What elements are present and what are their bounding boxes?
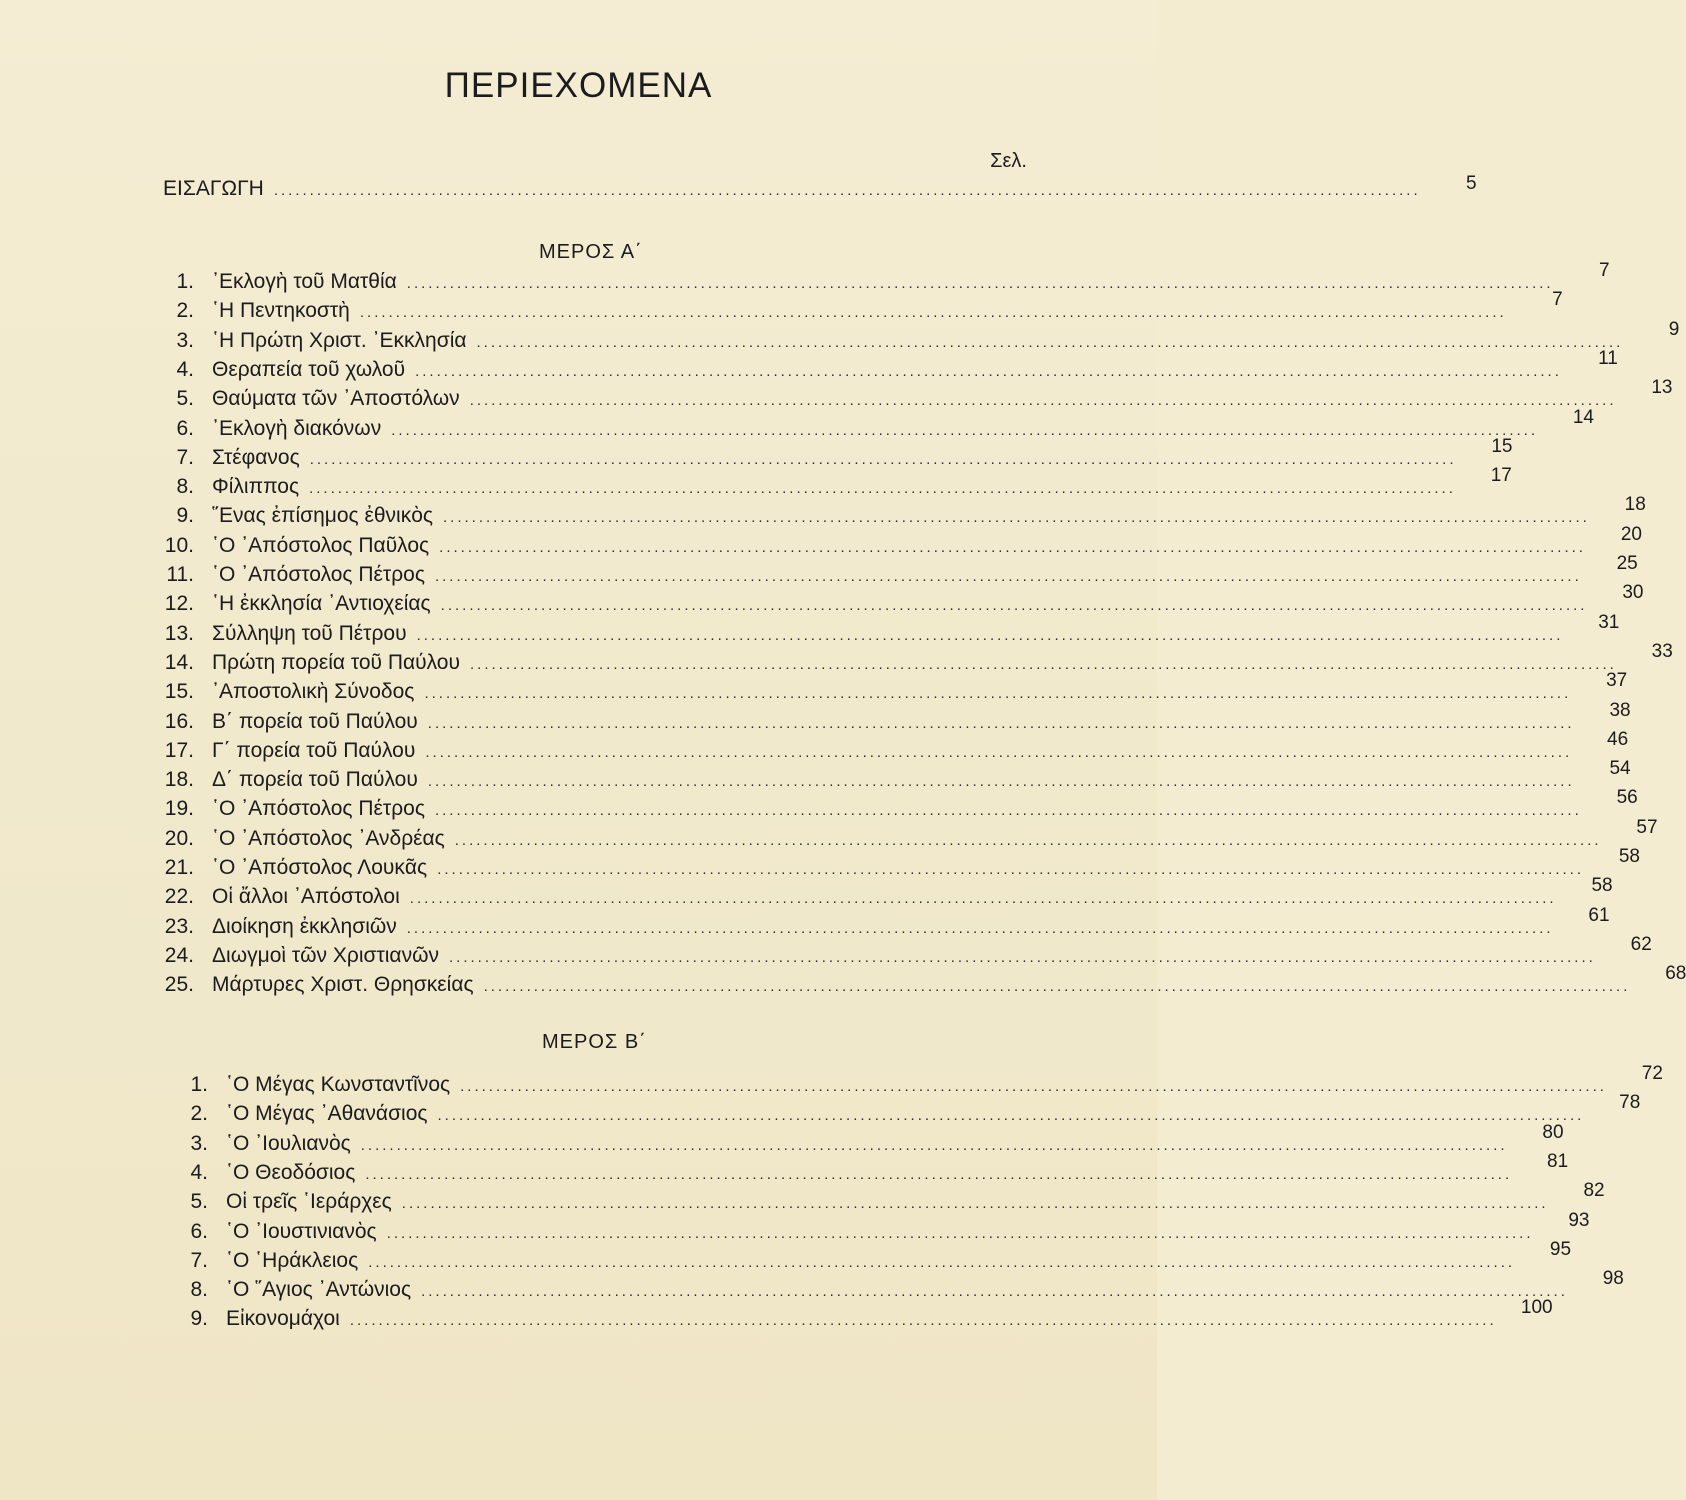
toc-entry: [148, 611, 1620, 651]
leader-dots: ................................................................................................................................................................: [454, 831, 1602, 849]
entry-page-number: 58: [1591, 875, 1613, 897]
entry-number: 3.: [190, 1131, 208, 1155]
entry-title: Θαύματα τῶν ᾿Αποστόλων: [212, 387, 460, 411]
entry-number: 2.: [176, 299, 194, 323]
entry-number: 5.: [176, 387, 194, 411]
leader-dots: ................................................................................................................................................................: [427, 714, 1575, 732]
entry-page-number: 33: [1651, 640, 1673, 662]
entry-title: ῾Ο ᾿Απόστολος Πέτρος: [212, 797, 425, 821]
entry-page-number: 80: [1542, 1121, 1564, 1143]
leader-dots: ................................................................................................................................................................: [309, 480, 1456, 498]
entry-number: 9.: [176, 504, 194, 528]
leader-dots: ................................................................................................................................................................: [437, 861, 1584, 878]
entry-title: Πρώτη πορεία τοῦ Παύλου: [212, 650, 460, 674]
intro-entry: [163, 173, 1477, 206]
entry-page-number: 72: [1641, 1063, 1663, 1084]
entry-title: Διωγμοὶ τῶν Χριστιανῶν: [212, 943, 439, 967]
entry-page-number: 78: [1619, 1092, 1641, 1114]
entry-number: 22.: [164, 885, 194, 909]
entry-title: Σύλληψη τοῦ Πέτρου: [212, 621, 407, 645]
toc-entry: [148, 435, 1513, 475]
toc-entry: [148, 875, 1613, 914]
entry-page-number: 46: [1607, 728, 1629, 750]
toc-entry: [162, 1268, 1624, 1307]
entry-number: 23.: [164, 914, 194, 938]
toc-entry: [148, 933, 1652, 973]
entry-number: 13.: [164, 621, 194, 645]
toc-entry: [148, 670, 1628, 709]
entry-page-number: 58: [1618, 846, 1640, 867]
toc-entry: [148, 787, 1638, 826]
entry-title: Δ΄ πορεία τοῦ Παύλου: [212, 768, 418, 792]
entry-page-number: 14: [1572, 406, 1594, 428]
toc-entry: [148, 523, 1642, 563]
entry-page-number: 98: [1602, 1268, 1624, 1290]
entry-number: 7.: [190, 1248, 208, 1272]
intro-page: 5: [1466, 173, 1477, 194]
leader-dots: ................................................................................................................................................................: [273, 182, 1421, 199]
entry-title: ᾿Αποστολικὴ Σύνοδος: [212, 680, 415, 704]
entry-title: ῾Ο ᾿Ιουλιανὸς: [226, 1131, 351, 1155]
entry-page-number: 15: [1491, 435, 1513, 457]
entry-title: ῾Ο Θεοδόσιος: [226, 1160, 356, 1184]
entry-number: 1.: [190, 1073, 208, 1096]
leader-dots: ................................................................................................................................................................: [415, 362, 1562, 380]
entry-title: ῾Ο ᾿Απόστολος ᾿Ανδρέας: [212, 826, 445, 850]
toc-entry: [162, 1238, 1572, 1278]
part-a-heading: ΜΕΡΟΣ Α΄: [539, 241, 643, 263]
entry-page-number: 68: [1665, 963, 1686, 985]
leader-dots: ................................................................................................................................................................: [406, 275, 1554, 292]
entry-number: 11.: [166, 563, 194, 586]
entry-page-number: 57: [1636, 816, 1658, 838]
leader-dots: ................................................................................................................................................................: [360, 1136, 1508, 1154]
entry-number: 1.: [176, 270, 194, 293]
entry-page-number: 100: [1520, 1297, 1553, 1319]
entry-number: 21.: [164, 856, 194, 879]
entry-title: ῾Ο ᾿Ιουστινιανὸς: [226, 1219, 377, 1243]
entry-page-number: 18: [1624, 494, 1646, 516]
entry-page-number: 81: [1547, 1150, 1569, 1172]
entry-number: 4.: [176, 357, 194, 381]
toc-entry: [148, 640, 1673, 680]
entry-number: 5.: [190, 1190, 208, 1214]
leader-dots: ................................................................................................................................................................: [309, 450, 1457, 468]
leader-dots: ................................................................................................................................................................: [440, 597, 1588, 615]
toc-entry: [148, 846, 1640, 885]
entry-page-number: 11: [1598, 347, 1618, 369]
entry-number: 4.: [190, 1160, 208, 1184]
entry-page-number: 82: [1583, 1180, 1605, 1202]
entry-title: Θεραπεία τοῦ χωλοῦ: [212, 357, 406, 381]
entry-title: ῾Ο ῞Αγιος ᾿Αντώνιος: [226, 1278, 412, 1302]
leader-dots: ................................................................................................................................................................: [386, 1224, 1534, 1242]
entry-number: 17.: [164, 738, 194, 762]
entry-title: ῾Ο ᾿Απόστολος Λουκᾶς: [212, 856, 428, 879]
toc-entry: [148, 758, 1631, 797]
toc-entry: [148, 377, 1673, 416]
entry-title: ῾Η Πεντηκοστὴ: [212, 299, 350, 323]
toc-entry: [148, 904, 1610, 944]
entry-title: Οἱ τρεῖς ῾Ιεράρχες: [226, 1190, 392, 1214]
entry-number: 19.: [164, 797, 194, 821]
entry-page-number: 93: [1568, 1209, 1590, 1231]
leader-dots: ................................................................................................................................................................: [448, 948, 1596, 966]
leader-dots: ................................................................................................................................................................: [424, 685, 1572, 703]
entry-title: ῾Ο ᾿Απόστολος Πέτρος: [212, 563, 425, 586]
entry-number: 25.: [164, 973, 194, 997]
part-b-heading: ΜΕΡΟΣ Β΄: [542, 1031, 647, 1053]
entry-title: Μάρτυρες Χριστ. Θρησκείας: [212, 973, 474, 997]
entry-number: 15.: [164, 680, 194, 704]
leader-dots: ................................................................................................................................................................: [391, 421, 1538, 439]
toc-entry: [162, 1092, 1641, 1131]
entry-number: 8.: [176, 475, 194, 499]
toc-entry: [148, 963, 1686, 1002]
leader-dots: ................................................................................................................................................................: [359, 304, 1507, 322]
entry-page-number: 13: [1651, 377, 1673, 399]
leader-dots: ................................................................................................................................................................: [460, 1078, 1607, 1095]
leader-dots: ................................................................................................................................................................: [439, 538, 1586, 556]
entry-title: Φίλιππος: [212, 475, 300, 499]
entry-title: ῞Ενας ἐπίσημος ἐθνικὸς: [212, 504, 433, 528]
entry-title: ῾Η Πρώτη Χριστ. ᾿Εκκλησία: [212, 328, 467, 352]
entry-page-number: 7: [1599, 260, 1610, 281]
entry-number: 20.: [164, 826, 194, 850]
toc-entry: [148, 728, 1629, 768]
entry-number: 3.: [176, 328, 194, 352]
entry-number: 8.: [190, 1278, 208, 1302]
leader-dots: ................................................................................................................................................................: [409, 890, 1557, 908]
entry-number: 18.: [164, 768, 194, 792]
toc-entry: [148, 347, 1618, 387]
toc-entry: [162, 1150, 1569, 1190]
leader-dots: ................................................................................................................................................................: [427, 773, 1575, 791]
entry-page-number: 62: [1630, 933, 1652, 955]
toc-entry: [148, 582, 1644, 621]
entry-title: ῾Η ἐκκλησία ᾿Αντιοχείας: [212, 592, 431, 616]
toc-entry: [148, 465, 1512, 504]
leader-dots: ................................................................................................................................................................: [401, 1195, 1549, 1213]
intro-title: ΕΙΣΑΓΩΓΗ: [163, 177, 264, 200]
toc-entry: [148, 494, 1646, 533]
leader-dots: ................................................................................................................................................................: [434, 802, 1582, 820]
entry-page-number: 20: [1620, 523, 1642, 545]
entry-page-number: 30: [1622, 582, 1644, 604]
entry-title: ῾Ο Μέγας ᾿Αθανάσιος: [226, 1102, 428, 1126]
entry-number: 12.: [164, 592, 194, 616]
toc-entry: [148, 816, 1658, 856]
entry-number: 2.: [190, 1102, 208, 1126]
entry-page-number: 37: [1606, 670, 1628, 692]
entry-title: ῾Ο Μέγας Κωνσταντῖνος: [226, 1073, 451, 1096]
entry-page-number: 25: [1616, 553, 1638, 574]
entry-page-number: 9: [1668, 318, 1680, 340]
toc-entry: [162, 1063, 1663, 1102]
leader-dots: ................................................................................................................................................................: [476, 333, 1624, 351]
entry-page-number: 31: [1598, 611, 1620, 633]
leader-dots: ................................................................................................................................................................: [469, 655, 1617, 673]
entry-number: 9.: [190, 1307, 208, 1331]
leader-dots: ................................................................................................................................................................: [349, 1312, 1497, 1330]
entry-title: ᾿Εκλογὴ διακόνων: [212, 416, 382, 440]
leader-dots: ................................................................................................................................................................: [425, 743, 1573, 761]
leader-dots: ................................................................................................................................................................: [437, 1107, 1585, 1125]
leader-dots: ................................................................................................................................................................: [416, 626, 1564, 644]
entry-title: Εἰκονομάχοι: [226, 1307, 340, 1331]
entry-page-number: 61: [1588, 904, 1610, 926]
entry-title: ῾Ο ῾Ηράκλειος: [226, 1248, 359, 1272]
page-title: ΠΕΡΙΕΧΟΜΕΝΑ: [444, 66, 713, 105]
entry-number: 10.: [164, 533, 194, 557]
leader-dots: ................................................................................................................................................................: [406, 919, 1554, 937]
toc-entry: [148, 553, 1638, 592]
entry-number: 14.: [164, 650, 194, 674]
entry-title: ῾Ο ᾿Απόστολος Παῦλος: [212, 533, 430, 557]
entry-page-number: 7: [1552, 289, 1563, 311]
entry-number: 24.: [164, 943, 194, 967]
entry-title: Οἱ ἄλλοι ᾿Απόστολοι: [212, 885, 400, 909]
leader-dots: ................................................................................................................................................................: [434, 568, 1582, 585]
entry-number: 6.: [176, 416, 194, 440]
toc-entry: [148, 260, 1610, 299]
leader-dots: ................................................................................................................................................................: [368, 1253, 1516, 1271]
toc-entry: [148, 289, 1563, 328]
page-column-label: Σελ.: [990, 150, 1027, 172]
toc-entry: [162, 1297, 1553, 1336]
entry-page-number: 17: [1490, 465, 1512, 487]
entry-title: ᾿Εκλογὴ τοῦ Ματθία: [212, 270, 397, 293]
entry-title: Β΄ πορεία τοῦ Παύλου: [212, 709, 418, 733]
entry-page-number: 56: [1616, 787, 1638, 809]
leader-dots: ................................................................................................................................................................: [421, 1283, 1568, 1301]
entry-page-number: 38: [1609, 699, 1631, 721]
leader-dots: ................................................................................................................................................................: [365, 1165, 1513, 1183]
entry-number: 7.: [176, 445, 194, 469]
entry-title: Διοίκηση ἐκκλησιῶν: [212, 914, 397, 938]
entry-page-number: 95: [1549, 1238, 1572, 1260]
entry-number: 6.: [190, 1219, 208, 1243]
toc-entry: [162, 1180, 1605, 1219]
leader-dots: ................................................................................................................................................................: [443, 509, 1590, 527]
leader-dots: ................................................................................................................................................................: [469, 392, 1617, 410]
leader-dots: ................................................................................................................................................................: [483, 978, 1631, 996]
entry-page-number: 54: [1609, 758, 1631, 780]
entry-number: 16.: [164, 709, 194, 733]
toc-entry: [162, 1121, 1564, 1161]
entry-title: Γ΄ πορεία τοῦ Παύλου: [212, 738, 416, 762]
entry-title: Στέφανος: [212, 445, 300, 469]
